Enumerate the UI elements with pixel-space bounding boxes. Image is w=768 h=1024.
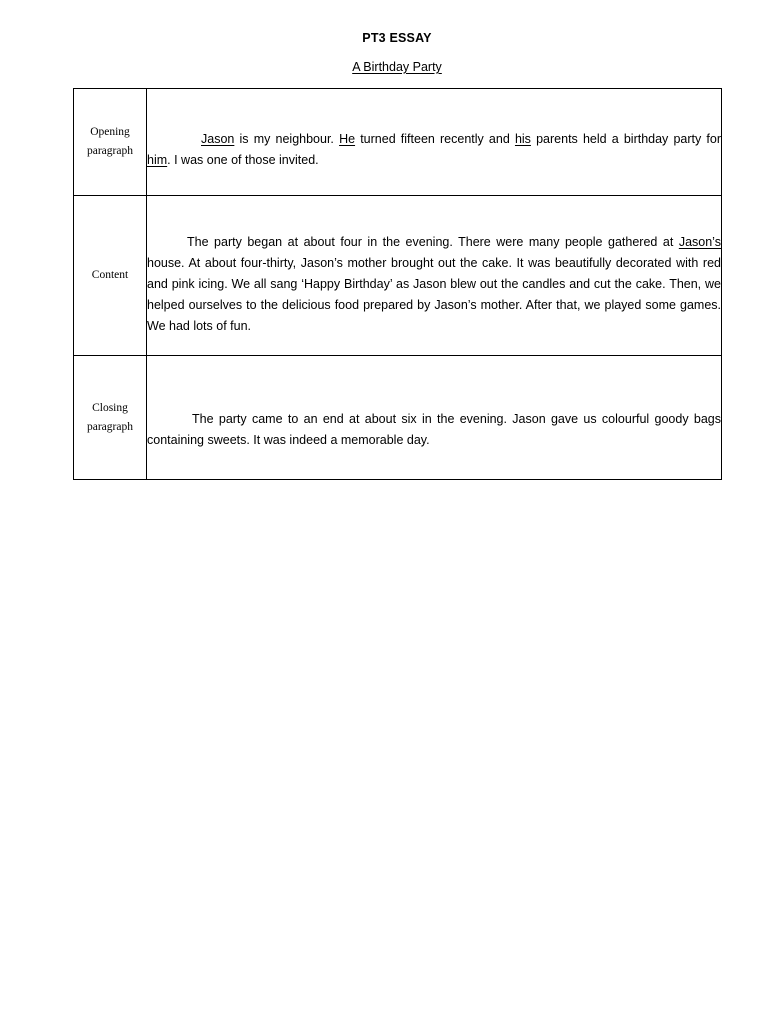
table-row-content <box>74 196 722 356</box>
row-label-closing <box>74 356 147 480</box>
underlined-word: Jason’s <box>678 234 721 249</box>
underlined-word: his <box>514 132 531 146</box>
opening-paragraph <box>147 89 722 196</box>
page-title: PT3 ESSAY <box>362 31 432 45</box>
essay-table <box>73 88 722 480</box>
text-segment: The party began at about four in the evening. There were many people gathered at <box>187 234 679 249</box>
text-segment: . I was one of those invited. <box>167 153 319 167</box>
row-label-content <box>74 196 147 356</box>
row-label-line: Opening <box>90 126 130 138</box>
content-paragraph <box>147 196 722 356</box>
row-label-line: Content <box>91 269 129 281</box>
row-label-line: Closing <box>92 401 128 414</box>
closing-paragraph <box>147 356 722 480</box>
table-row-opening <box>74 89 722 196</box>
text-segment: turned fifteen recently and <box>355 132 515 146</box>
text-segment: house. At about four-thirty, Jason’s mother brought out the cake. It was beautifully decorated with red and pink icing. We all sang ‘Happy Birthday’ as Jason blew out the candles and cut the cake. Then, we helped ourselves to the delicious food prepared by Jason’s mother. After that, we played some games. We had lots of fun. <box>147 255 721 333</box>
underlined-word: him <box>147 153 168 167</box>
row-label-line: paragraph <box>87 145 133 157</box>
underlined-word: He <box>339 132 356 146</box>
text-segment: parents held a birthday party for <box>530 132 721 146</box>
underlined-word: Jason <box>201 132 235 146</box>
table-row-closing <box>74 356 722 480</box>
text-segment: is my neighbour. <box>234 132 340 146</box>
row-label-opening <box>74 89 147 196</box>
text-segment: The party came to an end at about six in the evening. Jason gave us colourful goody bags containing sweets. It was indeed a memorable day. <box>147 412 721 447</box>
row-label-line: paragraph <box>87 420 133 433</box>
essay-title: A Birthday Party <box>352 60 442 74</box>
